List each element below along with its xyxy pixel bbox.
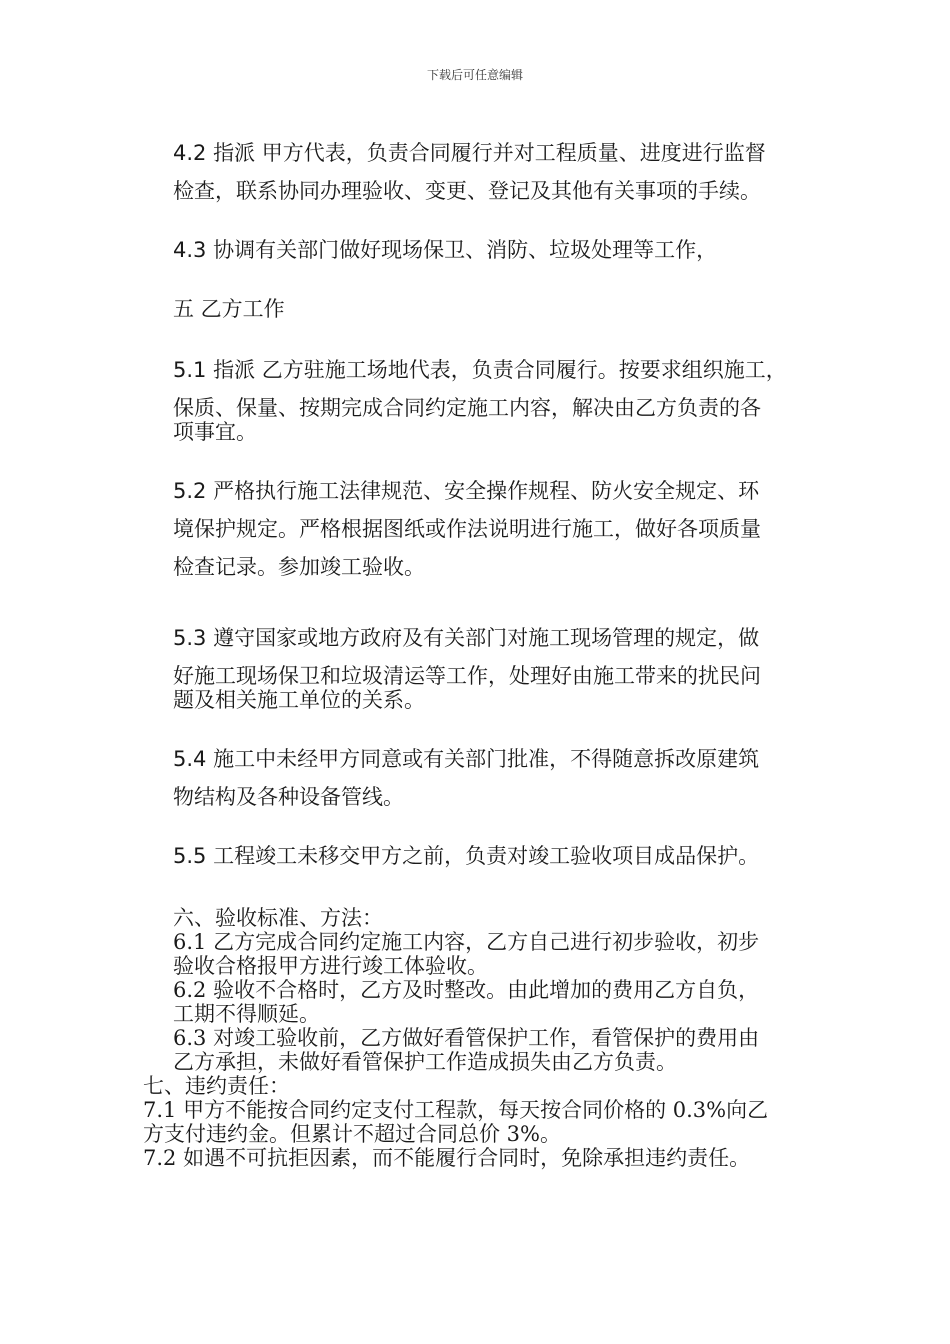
- clause-6-2-line-1: 6.2 验收不合格时，乙方及时整改。由此增加的费用乙方自负，: [173, 978, 760, 1002]
- clause-text: 遵守国家或地方政府及有关部门对施工现场管理的规定，做: [206, 626, 760, 650]
- clause-number: 4.3: [173, 238, 207, 262]
- clause-5-3-line-2: 好施工现场保卫和垃圾清运等工作，处理好由施工带来的扰民问: [173, 664, 761, 688]
- clause-5-4-line-2: 物结构及各种设备管线。: [173, 785, 404, 809]
- clause-number: 5.4: [173, 747, 207, 771]
- clause-text: 严格执行施工法律规范、安全操作规程、防火安全规定、环: [206, 479, 760, 503]
- clause-4-3-line-1: [173, 234, 717, 264]
- clause-5-1-line-1: [173, 354, 787, 384]
- clause-5-5-line-1: [173, 840, 759, 870]
- clause-number: 5.2: [173, 479, 207, 503]
- section-title-text: 五 乙方工作: [173, 297, 285, 321]
- clause-6-3-line-2: 乙方承担，未做好看管保护工作造成损失由乙方负责。: [173, 1050, 677, 1074]
- clause-7-2-line-1: 7.2 如遇不可抗拒因素，而不能履行合同时，免除承担违约责任。: [143, 1146, 751, 1170]
- clause-number: 5.5: [173, 844, 207, 868]
- clause-5-1-line-3: 项事宜。: [173, 420, 257, 444]
- clause-5-2-line-2: 境保护规定。严格根据图纸或作法说明进行施工，做好各项质量: [173, 517, 761, 541]
- clause-6-2-line-2: 工期不得顺延。: [173, 1002, 320, 1026]
- clause-5-1-line-2: 保质、保量、按期完成合同约定施工内容，解决由乙方负责的各: [173, 396, 761, 420]
- clause-5-2-line-3: 检查记录。参加竣工验收。: [173, 555, 425, 579]
- clause-text: 施工中未经甲方同意或有关部门批准，不得随意拆改原建筑: [206, 747, 760, 771]
- clause-text: 指派 甲方代表，负责合同履行并对工程质量、进度进行监督: [206, 141, 766, 165]
- clause-7-1-line-2: 方支付违约金。但累计不超过合同总价 3%。: [143, 1122, 561, 1146]
- clause-text: 协调有关部门做好现场保卫、消防、垃圾处理等工作，: [206, 238, 718, 262]
- clause-5-2-line-1: [173, 475, 759, 505]
- clause-5-3-line-3: 题及相关施工单位的关系。: [173, 688, 425, 712]
- clause-number: 5.3: [173, 626, 207, 650]
- clause-6-1-line-1: 6.1 乙方完成合同约定施工内容，乙方自己进行初步验收，初步: [173, 930, 760, 954]
- clause-6-1-line-2: 验收合格报甲方进行竣工体验收。: [173, 954, 488, 978]
- section-6-title: 六、验收标准、方法：: [173, 906, 383, 930]
- clause-4-2-line-1: [173, 137, 766, 167]
- clause-text: 工程竣工未移交甲方之前，负责对竣工验收项目成品保护。: [206, 844, 760, 868]
- clause-number: 4.2: [173, 141, 207, 165]
- clause-5-3-line-1: [173, 622, 759, 652]
- clause-text: 指派 乙方驻施工场地代表，负责合同履行。按要求组织施工，: [206, 358, 787, 382]
- clause-number: 5.1: [173, 358, 207, 382]
- clause-5-4-line-1: [173, 743, 759, 773]
- section-7-title: 七、违约责任：: [143, 1074, 290, 1098]
- clause-4-2-line-2: 检查，联系协同办理验收、变更、登记及其他有关事项的手续。: [173, 179, 761, 203]
- clause-7-1-line-1: 7.1 甲方不能按合同约定支付工程款，每天按合同价格的 0.3%向乙: [143, 1098, 769, 1122]
- page-header: 下载后可任意编辑: [426, 68, 523, 82]
- clause-6-3-line-1: 6.3 对竣工验收前，乙方做好看管保护工作，看管保护的费用由: [173, 1026, 760, 1050]
